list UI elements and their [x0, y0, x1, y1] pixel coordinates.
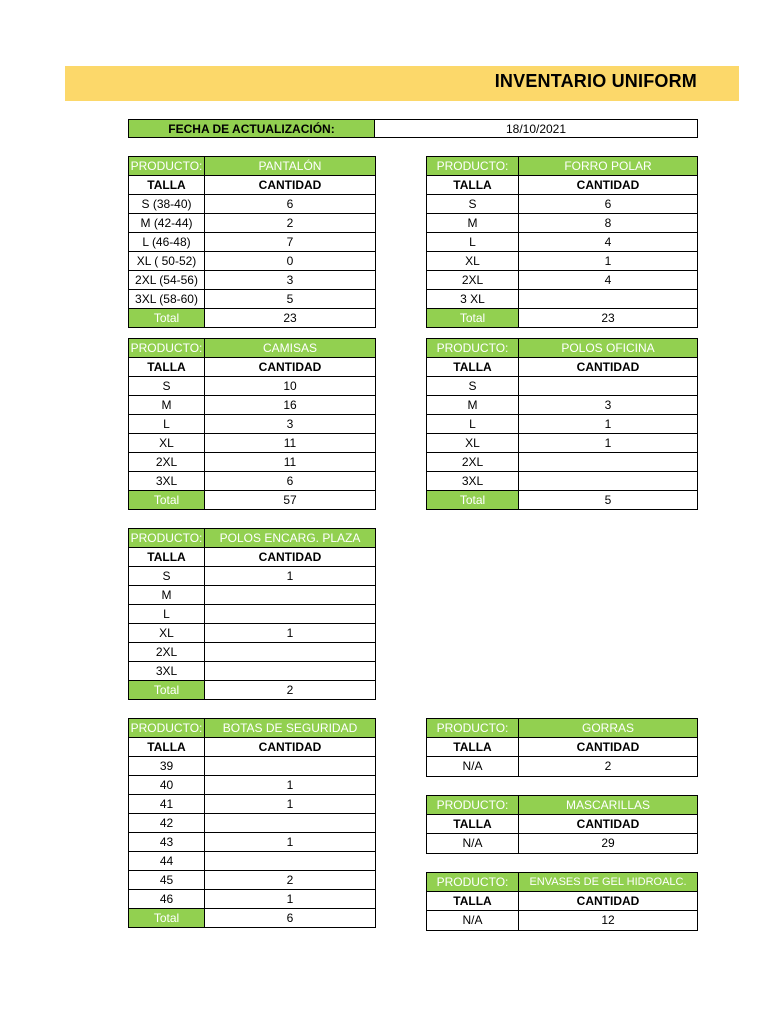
size-cell: M	[427, 396, 519, 415]
size-cell: 2XL	[427, 453, 519, 472]
qty-cell: 12	[519, 911, 698, 931]
table-row	[129, 852, 376, 871]
size-cell: N/A	[427, 757, 519, 777]
qty-cell: 11	[205, 434, 376, 453]
qty-cell: 2	[205, 871, 376, 890]
table-row	[129, 795, 376, 814]
product-name: CAMISAS	[205, 339, 376, 358]
table-row	[129, 453, 376, 472]
size-header: TALLA	[427, 358, 519, 377]
table-row	[129, 290, 376, 309]
size-cell: L	[129, 605, 205, 624]
total-row	[427, 309, 698, 328]
update-date-label: FECHA DE ACTUALIZACIÓN:	[129, 120, 375, 138]
product-name: GORRAS	[519, 719, 698, 738]
product-label: PRODUCTO:	[129, 157, 205, 176]
total-label: Total	[427, 491, 519, 510]
table-row	[129, 586, 376, 605]
qty-cell: 6	[519, 195, 698, 214]
qty-cell: 2	[519, 757, 698, 777]
qty-cell	[205, 814, 376, 833]
size-cell: 2XL (54-56)	[129, 271, 205, 290]
table-row	[129, 776, 376, 795]
qty-cell: 6	[205, 472, 376, 491]
title-banner	[65, 66, 739, 101]
size-cell: 40	[129, 776, 205, 795]
size-cell: 2XL	[129, 643, 205, 662]
qty-cell: 1	[519, 434, 698, 453]
qty-cell: 4	[519, 271, 698, 290]
table-row	[129, 377, 376, 396]
table-row	[427, 252, 698, 271]
qty-cell: 1	[519, 415, 698, 434]
table-row	[129, 472, 376, 491]
size-cell: 39	[129, 757, 205, 776]
qty-header: CANTIDAD	[205, 358, 376, 377]
qty-cell	[519, 290, 698, 309]
size-cell: XL	[427, 434, 519, 453]
qty-cell: 1	[519, 252, 698, 271]
qty-cell: 1	[205, 567, 376, 586]
total-value: 2	[205, 681, 376, 700]
qty-cell: 1	[205, 795, 376, 814]
qty-header: CANTIDAD	[519, 176, 698, 195]
product-name: MASCARILLAS	[519, 796, 698, 815]
table-row	[129, 871, 376, 890]
size-cell: XL	[129, 434, 205, 453]
qty-cell	[205, 605, 376, 624]
table-gorras	[426, 718, 698, 777]
table-botas	[128, 718, 376, 928]
total-value: 23	[205, 309, 376, 328]
table-row	[427, 453, 698, 472]
total-label: Total	[427, 309, 519, 328]
page-title: INVENTARIO UNIFORM	[494, 71, 697, 91]
table-row	[129, 271, 376, 290]
product-name: BOTAS DE SEGURIDAD	[205, 719, 376, 738]
qty-cell: 1	[205, 776, 376, 795]
qty-header: CANTIDAD	[519, 815, 698, 834]
size-header: TALLA	[129, 358, 205, 377]
size-cell: 3XL	[129, 662, 205, 681]
product-name: ENVASES DE GEL HIDROALC.	[519, 873, 698, 892]
size-cell: 3XL (58-60)	[129, 290, 205, 309]
size-header: TALLA	[427, 815, 519, 834]
table-mascarillas	[426, 795, 698, 854]
qty-header: CANTIDAD	[205, 738, 376, 757]
table-row	[427, 434, 698, 453]
qty-cell: 10	[205, 377, 376, 396]
product-name: PANTALÓN	[205, 157, 376, 176]
total-row	[427, 491, 698, 510]
table-row	[427, 233, 698, 252]
total-label: Total	[129, 491, 205, 510]
total-label: Total	[129, 309, 205, 328]
table-row	[129, 814, 376, 833]
size-cell: N/A	[427, 834, 519, 854]
size-cell: XL ( 50-52)	[129, 252, 205, 271]
size-cell: M	[427, 214, 519, 233]
qty-cell	[205, 662, 376, 681]
table-row	[129, 214, 376, 233]
size-cell: M	[129, 396, 205, 415]
qty-cell: 16	[205, 396, 376, 415]
size-header: TALLA	[427, 176, 519, 195]
update-date-value: 18/10/2021	[375, 120, 698, 138]
product-name: FORRO POLAR	[519, 157, 698, 176]
size-cell: L	[427, 415, 519, 434]
product-label: PRODUCTO:	[427, 719, 519, 738]
table-polos-plaza	[128, 528, 376, 700]
table-row	[129, 233, 376, 252]
table-row	[129, 624, 376, 643]
size-cell: 44	[129, 852, 205, 871]
qty-header: CANTIDAD	[205, 176, 376, 195]
qty-header: CANTIDAD	[205, 548, 376, 567]
qty-cell: 3	[519, 396, 698, 415]
total-value: 6	[205, 909, 376, 928]
qty-cell: 2	[205, 214, 376, 233]
qty-header: CANTIDAD	[519, 892, 698, 911]
size-cell: L	[129, 415, 205, 434]
product-name: POLOS ENCARG. PLAZA	[205, 529, 376, 548]
size-header: TALLA	[129, 176, 205, 195]
qty-cell	[519, 377, 698, 396]
table-forro-polar	[426, 156, 698, 328]
size-header: TALLA	[129, 738, 205, 757]
table-row	[427, 290, 698, 309]
table-row	[427, 377, 698, 396]
total-value: 57	[205, 491, 376, 510]
size-cell: XL	[129, 624, 205, 643]
qty-cell: 11	[205, 453, 376, 472]
table-row	[129, 434, 376, 453]
size-cell: S	[427, 195, 519, 214]
table-row	[129, 415, 376, 434]
total-value: 23	[519, 309, 698, 328]
table-row	[129, 890, 376, 909]
size-cell: 43	[129, 833, 205, 852]
product-label: PRODUCTO:	[427, 796, 519, 815]
product-label: PRODUCTO:	[427, 339, 519, 358]
table-row	[427, 271, 698, 290]
size-cell: XL	[427, 252, 519, 271]
product-label: PRODUCTO:	[129, 339, 205, 358]
qty-cell	[205, 586, 376, 605]
table-row	[427, 214, 698, 233]
size-cell: 2XL	[427, 271, 519, 290]
qty-cell: 1	[205, 890, 376, 909]
qty-cell: 4	[519, 233, 698, 252]
table-row	[129, 662, 376, 681]
qty-cell	[519, 453, 698, 472]
table-row	[427, 472, 698, 491]
size-header: TALLA	[129, 548, 205, 567]
table-pantalon	[128, 156, 376, 328]
size-cell: S (38-40)	[129, 195, 205, 214]
qty-cell: 1	[205, 833, 376, 852]
table-row	[129, 757, 376, 776]
qty-cell	[205, 852, 376, 871]
table-row	[129, 195, 376, 214]
table-row	[129, 605, 376, 624]
size-cell: M	[129, 586, 205, 605]
table-camisas	[128, 338, 376, 510]
qty-cell: 29	[519, 834, 698, 854]
qty-cell	[205, 643, 376, 662]
table-row	[129, 252, 376, 271]
product-label: PRODUCTO:	[129, 529, 205, 548]
size-cell: N/A	[427, 911, 519, 931]
table-row	[129, 833, 376, 852]
table-row	[129, 396, 376, 415]
total-value: 5	[519, 491, 698, 510]
total-row	[129, 681, 376, 700]
product-name: POLOS OFICINA	[519, 339, 698, 358]
total-label: Total	[129, 681, 205, 700]
size-cell: L	[427, 233, 519, 252]
total-label: Total	[129, 909, 205, 928]
qty-cell: 3	[205, 271, 376, 290]
table-polos-oficina	[426, 338, 698, 510]
size-cell: 3XL	[427, 472, 519, 491]
table-row	[129, 567, 376, 586]
total-row	[129, 909, 376, 928]
qty-cell: 3	[205, 415, 376, 434]
product-label: PRODUCTO:	[129, 719, 205, 738]
qty-cell: 8	[519, 214, 698, 233]
table-row	[427, 834, 698, 854]
qty-header: CANTIDAD	[519, 738, 698, 757]
product-label: PRODUCTO:	[427, 157, 519, 176]
qty-cell: 5	[205, 290, 376, 309]
qty-header: CANTIDAD	[519, 358, 698, 377]
table-gel	[426, 872, 698, 931]
qty-cell	[519, 472, 698, 491]
size-cell: 41	[129, 795, 205, 814]
table-row	[427, 911, 698, 931]
size-cell: S	[129, 377, 205, 396]
size-cell: S	[129, 567, 205, 586]
qty-cell: 6	[205, 195, 376, 214]
total-row	[129, 309, 376, 328]
table-row	[427, 195, 698, 214]
qty-cell: 0	[205, 252, 376, 271]
table-row	[427, 396, 698, 415]
product-label: PRODUCTO:	[427, 873, 519, 892]
size-cell: M (42-44)	[129, 214, 205, 233]
size-cell: 42	[129, 814, 205, 833]
size-header: TALLA	[427, 892, 519, 911]
size-cell: 2XL	[129, 453, 205, 472]
size-header: TALLA	[427, 738, 519, 757]
size-cell: 3 XL	[427, 290, 519, 309]
qty-cell: 1	[205, 624, 376, 643]
table-row	[427, 757, 698, 777]
update-date-table	[128, 119, 698, 138]
size-cell: L (46-48)	[129, 233, 205, 252]
table-row	[129, 643, 376, 662]
size-cell: 45	[129, 871, 205, 890]
size-cell: S	[427, 377, 519, 396]
table-row	[427, 415, 698, 434]
total-row	[129, 491, 376, 510]
qty-cell: 7	[205, 233, 376, 252]
size-cell: 3XL	[129, 472, 205, 491]
size-cell: 46	[129, 890, 205, 909]
qty-cell	[205, 757, 376, 776]
